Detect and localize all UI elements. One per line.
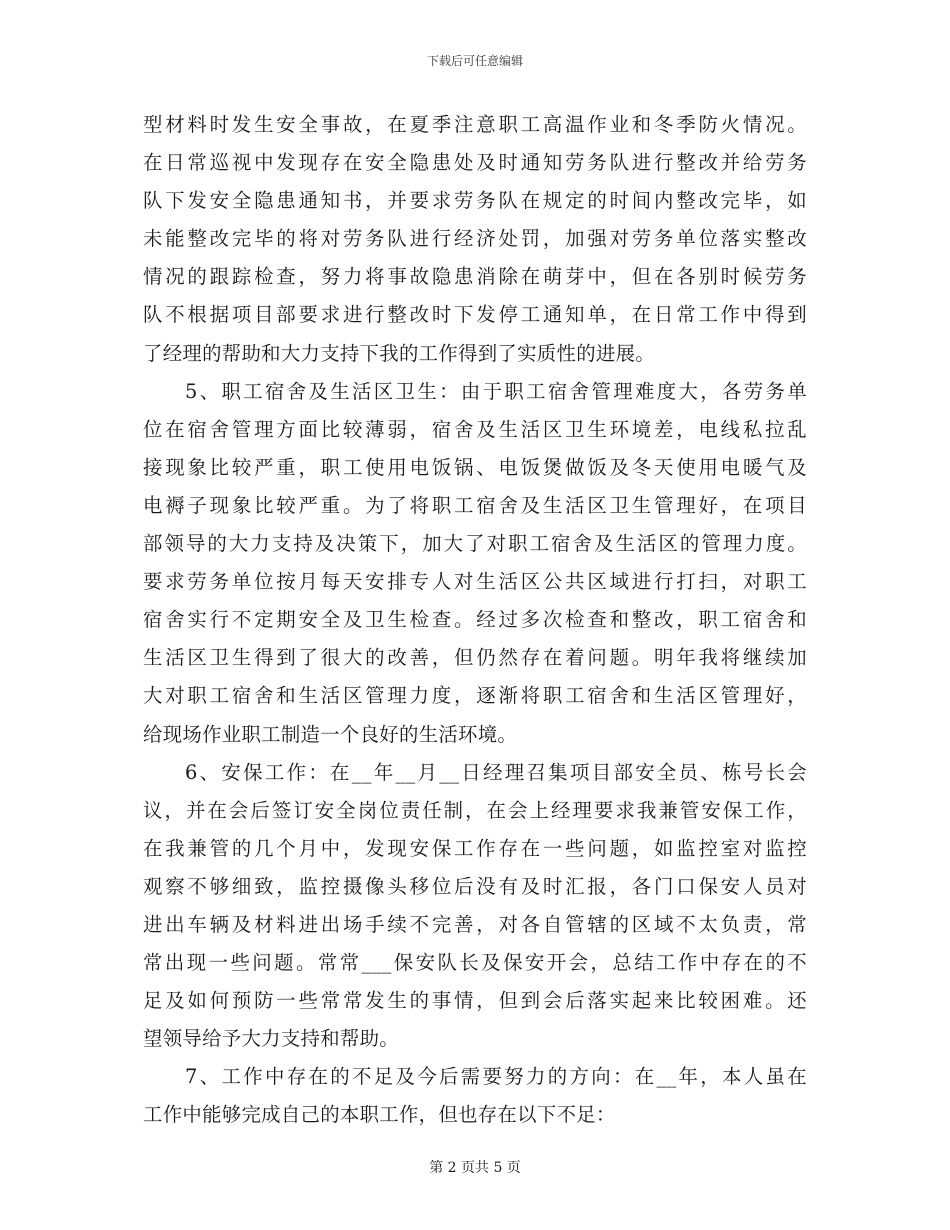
body-line: 未能整改完毕的将对劳务队进行经济处罚，加强对劳务单位落实整改 — [143, 227, 807, 251]
body-line: 型材料时发生安全事故，在夏季注意职工高温作业和冬季防火情况。 — [143, 113, 807, 136]
page-number-footer: 第 2 页共 5 页 — [429, 1160, 521, 1176]
body-line: 位在宿舍管理方面比较薄弱，宿舍及生活区卫生环境差，电线私拉乱 — [143, 417, 807, 441]
body-line: 议，并在会后签订安全岗位责任制，在会上经理要求我兼管安保工作， — [143, 798, 807, 822]
page-header: 下载后可任意编辑 — [426, 54, 523, 68]
body-line: 观察不够细致，监控摄像头移位后没有及时汇报，各门口保安人员对 — [143, 874, 807, 898]
body-line: 了经理的帮助和大力支持下我的工作得到了实质性的进展。 — [143, 341, 655, 365]
body-line: 给现场作业职工制造一个良好的生活环境。 — [143, 722, 518, 746]
section-heading-line: 5、职工宿舍及生活区卫生：由于职工宿舍管理难度大，各劳务单 — [185, 379, 807, 403]
body-line: 常出现一些问题。常常___保安队长及保安开会，总结工作中存在的不 — [143, 951, 807, 975]
section-heading-line: 6、安保工作：在__年__月__日经理召集项目部安全员、栋号长会 — [185, 760, 807, 784]
body-line: 接现象比较严重，职工使用电饭锅、电饭煲做饭及冬天使用电暖气及 — [143, 455, 807, 479]
body-line: 队不根据项目部要求进行整改时下发停工通知单，在日常工作中得到 — [143, 303, 807, 327]
body-line: 足及如何预防一些常常发生的事情，但到会后落实起来比较困难。还 — [143, 989, 807, 1013]
body-line: 望领导给予大力支持和帮助。 — [143, 1027, 399, 1051]
body-line: 电褥子现象比较严重。为了将职工宿舍及生活区卫生管理好，在项目 — [143, 493, 807, 517]
body-line: 宿舍实行不定期安全及卫生检查。经过多次检查和整改，职工宿舍和 — [143, 608, 807, 632]
body-line: 要求劳务单位按月每天安排专人对生活区公共区域进行打扫，对职工 — [143, 570, 807, 594]
body-line: 队下发安全隐患通知书，并要求劳务队在规定的时间内整改完毕，如 — [143, 189, 807, 213]
document-body — [143, 106, 807, 1135]
body-line: 在我兼管的几个月中，发现安保工作存在一些问题，如监控室对监控 — [143, 836, 807, 860]
body-line: 部领导的大力支持及决策下，加大了对职工宿舍及生活区的管理力度。 — [143, 532, 807, 556]
body-line: 在日常巡视中发现存在安全隐患处及时通知劳务队进行整改并给劳务 — [143, 151, 807, 175]
body-line: 大对职工宿舍和生活区管理力度，逐渐将职工宿舍和生活区管理好， — [143, 684, 807, 708]
section-heading-line: 7、工作中存在的不足及今后需要努力的方向：在__年，本人虽在 — [185, 1065, 807, 1089]
body-line: 生活区卫生得到了很大的改善，但仍然存在着问题。明年我将继续加 — [143, 646, 807, 670]
body-line: 情况的跟踪检查，努力将事故隐患消除在萌芽中，但在各别时候劳务 — [143, 265, 807, 289]
body-line: 进出车辆及材料进出场手续不完善，对各自管辖的区域不太负责，常 — [143, 912, 807, 936]
body-line: 工作中能够完成自己的本职工作，但也存在以下不足： — [143, 1103, 616, 1127]
